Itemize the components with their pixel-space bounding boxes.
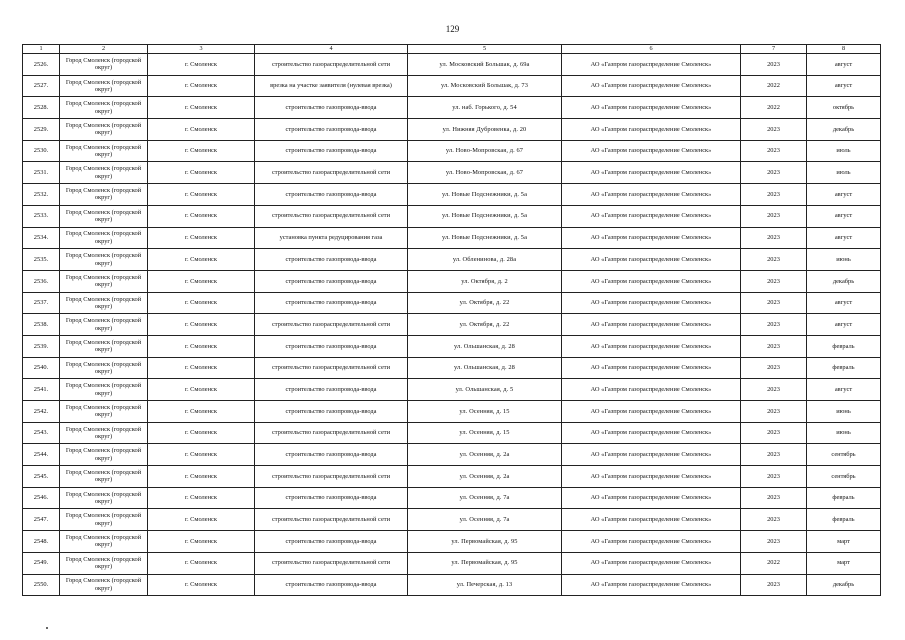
year-cell: 2023: [741, 314, 807, 336]
month-cell: август: [807, 205, 881, 227]
operator-cell: АО «Газпром газораспределение Смоленск»: [562, 227, 741, 249]
year-cell: 2023: [741, 335, 807, 357]
work-type-cell: строительство газораспределительной сети: [255, 54, 408, 76]
operator-cell: АО «Газпром газораспределение Смоленск»: [562, 249, 741, 271]
year-cell: 2023: [741, 249, 807, 271]
table-row: [23, 270, 881, 292]
table-row: [23, 335, 881, 357]
year-cell: 2022: [741, 552, 807, 574]
locality-cell: г. Смоленск: [148, 422, 255, 444]
operator-cell: АО «Газпром газораспределение Смоленск»: [562, 401, 741, 423]
year-cell: 2023: [741, 140, 807, 162]
row-number: 2541.: [23, 379, 60, 401]
operator-cell: АО «Газпром газораспределение Смоленск»: [562, 574, 741, 596]
address-cell: ул. наб. Горького, д. 54: [408, 97, 562, 119]
row-number: 2548.: [23, 531, 60, 553]
municipality-cell: Город Смоленск (городской округ): [60, 466, 148, 488]
work-type-cell: строительство газораспределительной сети: [255, 162, 408, 184]
row-number: 2545.: [23, 466, 60, 488]
work-type-cell: строительство газопровода-ввода: [255, 97, 408, 119]
municipality-cell: Город Смоленск (городской округ): [60, 270, 148, 292]
operator-cell: АО «Газпром газораспределение Смоленск»: [562, 531, 741, 553]
work-type-cell: строительство газопровода-ввода: [255, 444, 408, 466]
address-cell: ул. Октября, д. 22: [408, 292, 562, 314]
month-cell: сентябрь: [807, 466, 881, 488]
table-row: [23, 119, 881, 141]
municipality-cell: Город Смоленск (городской округ): [60, 401, 148, 423]
month-cell: июль: [807, 162, 881, 184]
address-cell: ул. Осенняя, д. 15: [408, 401, 562, 423]
year-cell: 2023: [741, 357, 807, 379]
column-header: 5: [408, 45, 562, 54]
table-row: [23, 184, 881, 206]
column-header: 4: [255, 45, 408, 54]
column-number-row: [23, 45, 881, 54]
work-type-cell: строительство газораспределительной сети: [255, 509, 408, 531]
month-cell: июнь: [807, 401, 881, 423]
year-cell: 2023: [741, 227, 807, 249]
page-number: 129: [445, 24, 460, 34]
year-cell: 2023: [741, 401, 807, 423]
work-type-cell: строительство газораспределительной сети: [255, 422, 408, 444]
work-type-cell: строительство газопровода-ввода: [255, 140, 408, 162]
work-type-cell: установка пункта редуцирования газа: [255, 227, 408, 249]
table-row: [23, 249, 881, 271]
municipality-cell: Город Смоленск (городской округ): [60, 574, 148, 596]
month-cell: декабрь: [807, 119, 881, 141]
row-number: 2533.: [23, 205, 60, 227]
locality-cell: г. Смоленск: [148, 270, 255, 292]
operator-cell: АО «Газпром газораспределение Смоленск»: [562, 314, 741, 336]
table-row: [23, 552, 881, 574]
locality-cell: г. Смоленск: [148, 379, 255, 401]
municipality-cell: Город Смоленск (городской округ): [60, 487, 148, 509]
year-cell: 2023: [741, 379, 807, 401]
municipality-cell: Город Смоленск (городской округ): [60, 140, 148, 162]
column-header: 6: [562, 45, 741, 54]
work-type-cell: строительство газораспределительной сети: [255, 205, 408, 227]
municipality-cell: Город Смоленск (городской округ): [60, 184, 148, 206]
address-cell: ул. Осенняя, д. 7а: [408, 487, 562, 509]
municipality-cell: Город Смоленск (городской округ): [60, 75, 148, 97]
year-cell: 2023: [741, 292, 807, 314]
work-type-cell: строительство газопровода-ввода: [255, 487, 408, 509]
municipality-cell: Город Смоленск (городской округ): [60, 509, 148, 531]
month-cell: июль: [807, 140, 881, 162]
locality-cell: г. Смоленск: [148, 205, 255, 227]
table-row: [23, 314, 881, 336]
operator-cell: АО «Газпром газораспределение Смоленск»: [562, 357, 741, 379]
gasification-table: [22, 44, 881, 596]
month-cell: июнь: [807, 422, 881, 444]
locality-cell: г. Смоленск: [148, 292, 255, 314]
table-row: [23, 444, 881, 466]
month-cell: август: [807, 379, 881, 401]
month-cell: август: [807, 54, 881, 76]
operator-cell: АО «Газпром газораспределение Смоленск»: [562, 379, 741, 401]
month-cell: август: [807, 75, 881, 97]
month-cell: февраль: [807, 487, 881, 509]
year-cell: 2023: [741, 487, 807, 509]
row-number: 2539.: [23, 335, 60, 357]
municipality-cell: Город Смоленск (городской округ): [60, 97, 148, 119]
address-cell: ул. Московский Большак, д. 69а: [408, 54, 562, 76]
work-type-cell: строительство газораспределительной сети: [255, 552, 408, 574]
municipality-cell: Город Смоленск (городской округ): [60, 314, 148, 336]
month-cell: декабрь: [807, 574, 881, 596]
operator-cell: АО «Газпром газораспределение Смоленск»: [562, 75, 741, 97]
year-cell: 2023: [741, 444, 807, 466]
municipality-cell: Город Смоленск (городской округ): [60, 552, 148, 574]
work-type-cell: строительство газопровода-ввода: [255, 292, 408, 314]
column-header: 8: [807, 45, 881, 54]
locality-cell: г. Смоленск: [148, 227, 255, 249]
operator-cell: АО «Газпром газораспределение Смоленск»: [562, 466, 741, 488]
address-cell: ул. Новые Подснежники, д. 5а: [408, 227, 562, 249]
operator-cell: АО «Газпром газораспределение Смоленск»: [562, 184, 741, 206]
locality-cell: г. Смоленск: [148, 444, 255, 466]
row-number: 2526.: [23, 54, 60, 76]
address-cell: ул. Октября, д. 22: [408, 314, 562, 336]
month-cell: август: [807, 227, 881, 249]
year-cell: 2023: [741, 205, 807, 227]
municipality-cell: Город Смоленск (городской округ): [60, 227, 148, 249]
locality-cell: г. Смоленск: [148, 75, 255, 97]
row-number: 2538.: [23, 314, 60, 336]
locality-cell: г. Смоленск: [148, 184, 255, 206]
locality-cell: г. Смоленск: [148, 466, 255, 488]
row-number: 2542.: [23, 401, 60, 423]
address-cell: ул. Ново-Мопровская, д. 67: [408, 140, 562, 162]
year-cell: 2022: [741, 75, 807, 97]
row-number: 2529.: [23, 119, 60, 141]
table-row: [23, 509, 881, 531]
table-row: [23, 487, 881, 509]
table-row: [23, 466, 881, 488]
table-row: [23, 379, 881, 401]
work-type-cell: строительство газопровода-ввода: [255, 401, 408, 423]
operator-cell: АО «Газпром газораспределение Смоленск»: [562, 97, 741, 119]
table-row: [23, 531, 881, 553]
row-number: 2530.: [23, 140, 60, 162]
work-type-cell: строительство газопровода-ввода: [255, 574, 408, 596]
column-header: 1: [23, 45, 60, 54]
address-cell: ул. Осенняя, д. 15: [408, 422, 562, 444]
month-cell: декабрь: [807, 270, 881, 292]
municipality-cell: Город Смоленск (городской округ): [60, 379, 148, 401]
address-cell: ул. Октября, д. 2: [408, 270, 562, 292]
municipality-cell: Город Смоленск (городской округ): [60, 119, 148, 141]
table-row: [23, 401, 881, 423]
work-type-cell: строительство газопровода-ввода: [255, 249, 408, 271]
operator-cell: АО «Газпром газораспределение Смоленск»: [562, 119, 741, 141]
address-cell: ул. Осенняя, д. 2а: [408, 444, 562, 466]
month-cell: март: [807, 552, 881, 574]
locality-cell: г. Смоленск: [148, 162, 255, 184]
table-row: [23, 140, 881, 162]
work-type-cell: строительство газораспределительной сети: [255, 466, 408, 488]
year-cell: 2023: [741, 422, 807, 444]
row-number: 2535.: [23, 249, 60, 271]
locality-cell: г. Смоленск: [148, 531, 255, 553]
operator-cell: АО «Газпром газораспределение Смоленск»: [562, 487, 741, 509]
address-cell: ул. Осенняя, д. 2а: [408, 466, 562, 488]
row-number: 2543.: [23, 422, 60, 444]
year-cell: 2023: [741, 184, 807, 206]
work-type-cell: строительство газопровода-ввода: [255, 270, 408, 292]
row-number: 2528.: [23, 97, 60, 119]
year-cell: 2022: [741, 97, 807, 119]
scan-mark: [46, 627, 48, 629]
row-number: 2540.: [23, 357, 60, 379]
year-cell: 2023: [741, 574, 807, 596]
year-cell: 2023: [741, 270, 807, 292]
table-row: [23, 227, 881, 249]
work-type-cell: строительство газораспределительной сети: [255, 357, 408, 379]
municipality-cell: Город Смоленск (городской округ): [60, 205, 148, 227]
row-number: 2537.: [23, 292, 60, 314]
table-row: [23, 205, 881, 227]
locality-cell: г. Смоленск: [148, 357, 255, 379]
locality-cell: г. Смоленск: [148, 97, 255, 119]
municipality-cell: Город Смоленск (городской округ): [60, 54, 148, 76]
row-number: 2531.: [23, 162, 60, 184]
work-type-cell: строительство газораспределительной сети: [255, 314, 408, 336]
column-header: 7: [741, 45, 807, 54]
row-number: 2544.: [23, 444, 60, 466]
municipality-cell: Город Смоленск (городской округ): [60, 335, 148, 357]
address-cell: ул. Новые Подснежники, д. 5а: [408, 184, 562, 206]
row-number: 2546.: [23, 487, 60, 509]
address-cell: ул. Московский Большак, д. 73: [408, 75, 562, 97]
address-cell: ул. Обленинова, д. 28а: [408, 249, 562, 271]
operator-cell: АО «Газпром газораспределение Смоленск»: [562, 270, 741, 292]
row-number: 2547.: [23, 509, 60, 531]
operator-cell: АО «Газпром газораспределение Смоленск»: [562, 162, 741, 184]
column-header: 2: [60, 45, 148, 54]
locality-cell: г. Смоленск: [148, 54, 255, 76]
municipality-cell: Город Смоленск (городской округ): [60, 162, 148, 184]
address-cell: ул. Осенняя, д. 7а: [408, 509, 562, 531]
row-number: 2536.: [23, 270, 60, 292]
month-cell: август: [807, 292, 881, 314]
year-cell: 2023: [741, 162, 807, 184]
address-cell: ул. Ольшанская, д. 28: [408, 335, 562, 357]
month-cell: июнь: [807, 249, 881, 271]
row-number: 2527.: [23, 75, 60, 97]
table-row: [23, 357, 881, 379]
table-body: [23, 54, 881, 596]
operator-cell: АО «Газпром газораспределение Смоленск»: [562, 54, 741, 76]
month-cell: сентябрь: [807, 444, 881, 466]
work-type-cell: строительство газопровода-ввода: [255, 379, 408, 401]
locality-cell: г. Смоленск: [148, 140, 255, 162]
locality-cell: г. Смоленск: [148, 574, 255, 596]
month-cell: февраль: [807, 509, 881, 531]
municipality-cell: Город Смоленск (городской округ): [60, 531, 148, 553]
row-number: 2549.: [23, 552, 60, 574]
table-row: [23, 422, 881, 444]
work-type-cell: строительство газопровода-ввода: [255, 184, 408, 206]
operator-cell: АО «Газпром газораспределение Смоленск»: [562, 509, 741, 531]
table-row: [23, 54, 881, 76]
address-cell: ул. Ново-Мопровская, д. 67: [408, 162, 562, 184]
municipality-cell: Город Смоленск (городской округ): [60, 422, 148, 444]
month-cell: февраль: [807, 335, 881, 357]
address-cell: ул. Ольшанская, д. 5: [408, 379, 562, 401]
locality-cell: г. Смоленск: [148, 249, 255, 271]
address-cell: ул. Первомайская, д. 95: [408, 531, 562, 553]
month-cell: март: [807, 531, 881, 553]
operator-cell: АО «Газпром газораспределение Смоленск»: [562, 140, 741, 162]
locality-cell: г. Смоленск: [148, 509, 255, 531]
locality-cell: г. Смоленск: [148, 119, 255, 141]
table-row: [23, 574, 881, 596]
table-row: [23, 97, 881, 119]
table-row: [23, 75, 881, 97]
municipality-cell: Город Смоленск (городской округ): [60, 292, 148, 314]
year-cell: 2023: [741, 531, 807, 553]
column-header: 3: [148, 45, 255, 54]
year-cell: 2023: [741, 509, 807, 531]
locality-cell: г. Смоленск: [148, 335, 255, 357]
locality-cell: г. Смоленск: [148, 314, 255, 336]
year-cell: 2023: [741, 119, 807, 141]
row-number: 2534.: [23, 227, 60, 249]
year-cell: 2023: [741, 54, 807, 76]
month-cell: август: [807, 184, 881, 206]
operator-cell: АО «Газпром газораспределение Смоленск»: [562, 422, 741, 444]
work-type-cell: врезка на участке заявителя (нулевая врезка): [255, 75, 408, 97]
operator-cell: АО «Газпром газораспределение Смоленск»: [562, 552, 741, 574]
year-cell: 2023: [741, 466, 807, 488]
operator-cell: АО «Газпром газораспределение Смоленск»: [562, 444, 741, 466]
address-cell: ул. Ольшанская, д. 28: [408, 357, 562, 379]
work-type-cell: строительство газопровода-ввода: [255, 335, 408, 357]
table-row: [23, 162, 881, 184]
municipality-cell: Город Смоленск (городской округ): [60, 357, 148, 379]
operator-cell: АО «Газпром газораспределение Смоленск»: [562, 205, 741, 227]
table-row: [23, 292, 881, 314]
municipality-cell: Город Смоленск (городской округ): [60, 249, 148, 271]
address-cell: ул. Первомайская, д. 95: [408, 552, 562, 574]
operator-cell: АО «Газпром газораспределение Смоленск»: [562, 335, 741, 357]
month-cell: октябрь: [807, 97, 881, 119]
municipality-cell: Город Смоленск (городской округ): [60, 444, 148, 466]
locality-cell: г. Смоленск: [148, 552, 255, 574]
work-type-cell: строительство газопровода-ввода: [255, 119, 408, 141]
locality-cell: г. Смоленск: [148, 487, 255, 509]
month-cell: февраль: [807, 357, 881, 379]
address-cell: ул. Нижняя Дубровенка, д. 20: [408, 119, 562, 141]
row-number: 2550.: [23, 574, 60, 596]
address-cell: ул. Печерская, д. 13: [408, 574, 562, 596]
row-number: 2532.: [23, 184, 60, 206]
operator-cell: АО «Газпром газораспределение Смоленск»: [562, 292, 741, 314]
month-cell: август: [807, 314, 881, 336]
locality-cell: г. Смоленск: [148, 401, 255, 423]
work-type-cell: строительство газопровода-ввода: [255, 531, 408, 553]
address-cell: ул. Новые Подснежники, д. 5а: [408, 205, 562, 227]
